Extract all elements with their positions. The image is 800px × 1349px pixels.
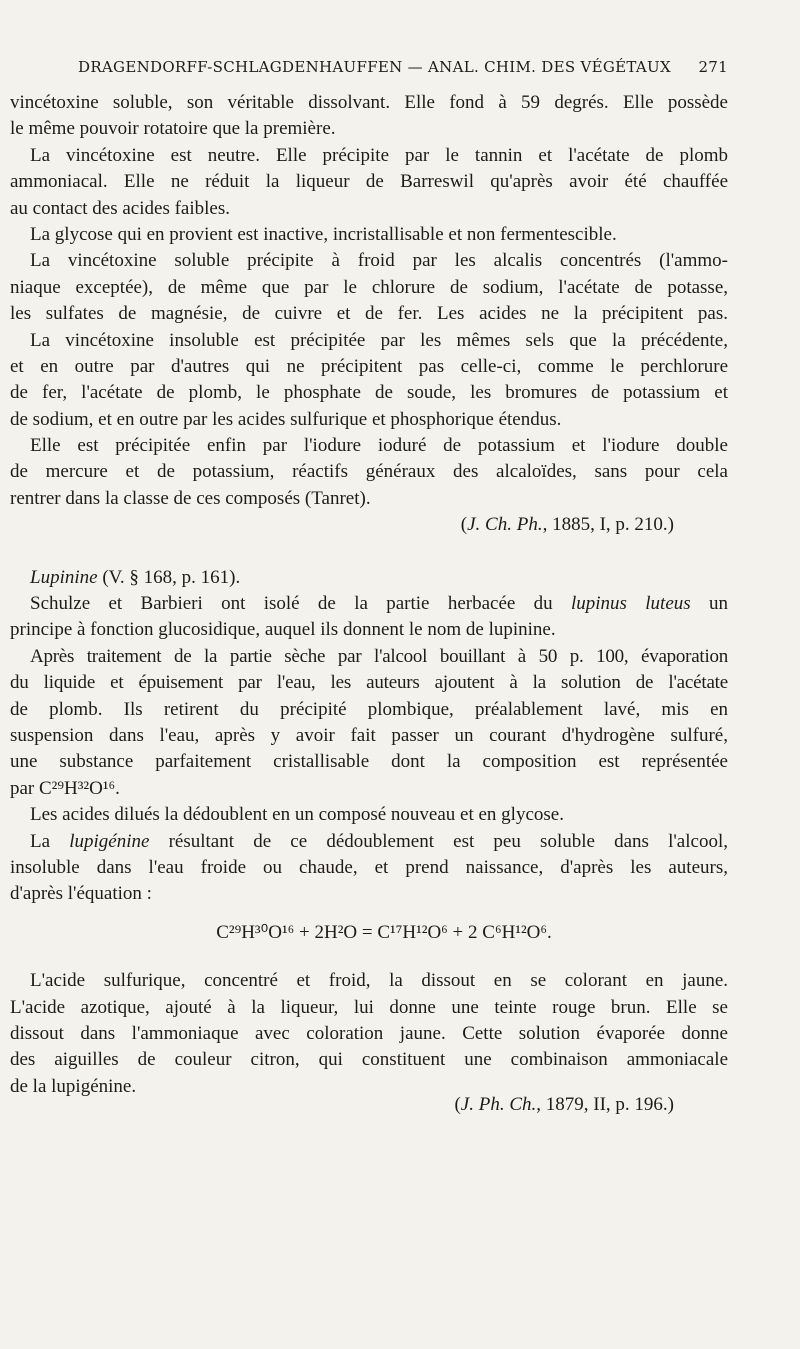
section-title: Lupinine	[30, 566, 98, 588]
body-text	[10, 90, 728, 1118]
text-line: La vincétoxine est neutre. Elle précipite par le tannin et l'acétate de plomb	[30, 144, 728, 166]
text-line: La vincétoxine insoluble est précipitée par les mêmes sels que la précédente,	[30, 329, 728, 351]
text-line	[10, 829, 728, 855]
text-line: La vincétoxine soluble précipite à froid par les alcalis concentrés (l'ammo-	[30, 250, 728, 272]
text-line: dissout dans l'ammoniaque avec coloration jaune. Cette solution évaporée donne	[10, 1022, 728, 1044]
section-heading	[10, 565, 728, 591]
species-name: lupinus luteus	[570, 593, 691, 615]
text-line: rentrer dans la classe de ces composés (Tanret).	[10, 487, 371, 509]
text-line: de la lupigénine.	[10, 1075, 137, 1097]
citation: (J. Ch. Ph., 1885, I, p. 210.)	[460, 514, 674, 536]
text-line: L'acide sulfurique, concentré et froid, la dissout en se colorant en jaune.	[30, 970, 728, 992]
text-line: Les acides dilués la dédoublent en un composé nouveau et en glycose.	[30, 804, 564, 826]
text-line: niaque exceptée), de même que par le chlorure de sodium, l'acétate de potasse,	[10, 276, 728, 298]
text-line: des aiguilles de couleur citron, qui constituent une combinaison ammoniacale	[10, 1049, 728, 1071]
page-number: 271	[698, 58, 728, 76]
text-line: de plomb. Ils retirent du précipité plombique, préalablement lavé, mis en	[10, 698, 728, 720]
text-span: Schulze et Barbieri ont isolé de la partie herbacée du	[30, 593, 571, 615]
text-line: au contact des acides faibles.	[10, 197, 230, 219]
text-span: La	[30, 830, 70, 852]
text-line: le même pouvoir rotatoire que la première.	[10, 118, 336, 140]
text-line: principe à fonction glucosidique, auquel ils donnent le nom de lupinine.	[10, 619, 556, 641]
text-span: un	[690, 593, 728, 615]
text-line: La glycose qui en provient est inactive, incristallisable et non fermentescible.	[30, 223, 617, 245]
text-line: d'après l'équation :	[10, 883, 152, 905]
text-line: de mercure et de potassium, réactifs généraux des alcaloïdes, sans pour cela	[10, 461, 728, 483]
text-line: de sodium, et en outre par les acides sulfurique et phosphorique étendus.	[10, 408, 562, 430]
citation-details: , 1885, I, p. 210.)	[542, 514, 674, 536]
citation-details: , 1879, II, p. 196.)	[536, 1094, 674, 1116]
text-line: Après traitement de la partie sèche par l'alcool bouillant à 50 p. 100, évaporation	[30, 645, 728, 667]
term-lupigenine: lupigénine	[69, 830, 150, 852]
text-line: une substance parfaitement cristallisable dont la composition est représentée	[10, 751, 728, 773]
chemical-equation: C²⁹H³⁰O¹⁶ + 2H²O = C¹⁷H¹²O⁶ + 2 C⁶H¹²O⁶.	[216, 921, 552, 943]
section-reference: (V. § 168, p. 161).	[97, 566, 241, 588]
running-header	[78, 58, 728, 76]
citation-journal: J. Ch. Ph.	[467, 514, 543, 536]
text-line: ammoniacal. Elle ne réduit la liqueur de Barreswil qu'après avoir été chauffée	[10, 171, 728, 193]
text-line: Elle est précipitée enfin par l'iodure ioduré de potassium et l'iodure double	[30, 435, 728, 457]
text-line: insoluble dans l'eau froide ou chaude, et prend naissance, d'après les auteurs,	[10, 856, 728, 878]
text-line	[10, 591, 728, 617]
text-line: les sulfates de magnésie, de cuivre et de fer. Les acides ne la précipitent pas.	[10, 303, 728, 325]
text-line: par C²⁹H³²O¹⁶.	[10, 777, 120, 799]
text-span: résultant de ce dédoublement est peu soluble dans l'alcool,	[149, 830, 728, 852]
text-line: L'acide azotique, ajouté à la liqueur, lui donne une teinte rouge brun. Elle se	[10, 996, 728, 1018]
text-line: du liquide et épuisement par l'eau, les auteurs ajoutent à la solution de l'acétate	[10, 672, 728, 694]
running-title: DRAGENDORFF-SCHLAGDENHAUFFEN — ANAL. CHIM. DES VÉGÉTAUX	[78, 58, 671, 76]
text-line: vincétoxine soluble, son véritable dissolvant. Elle fond à 59 degrés. Elle possède	[10, 92, 728, 113]
text-line: et en outre par d'autres qui ne précipitent pas celle-ci, comme le perchlorure	[10, 355, 728, 377]
text-line: suspension dans l'eau, après y avoir fait passer un courant d'hydrogène sulfuré,	[10, 724, 728, 746]
text-line: de fer, l'acétate de plomb, le phosphate de soude, les bromures de potassium et	[10, 382, 728, 404]
citation-journal: J. Ph. Ch.	[460, 1094, 537, 1116]
citation: (J. Ph. Ch., 1879, II, p. 196.)	[454, 1094, 674, 1116]
